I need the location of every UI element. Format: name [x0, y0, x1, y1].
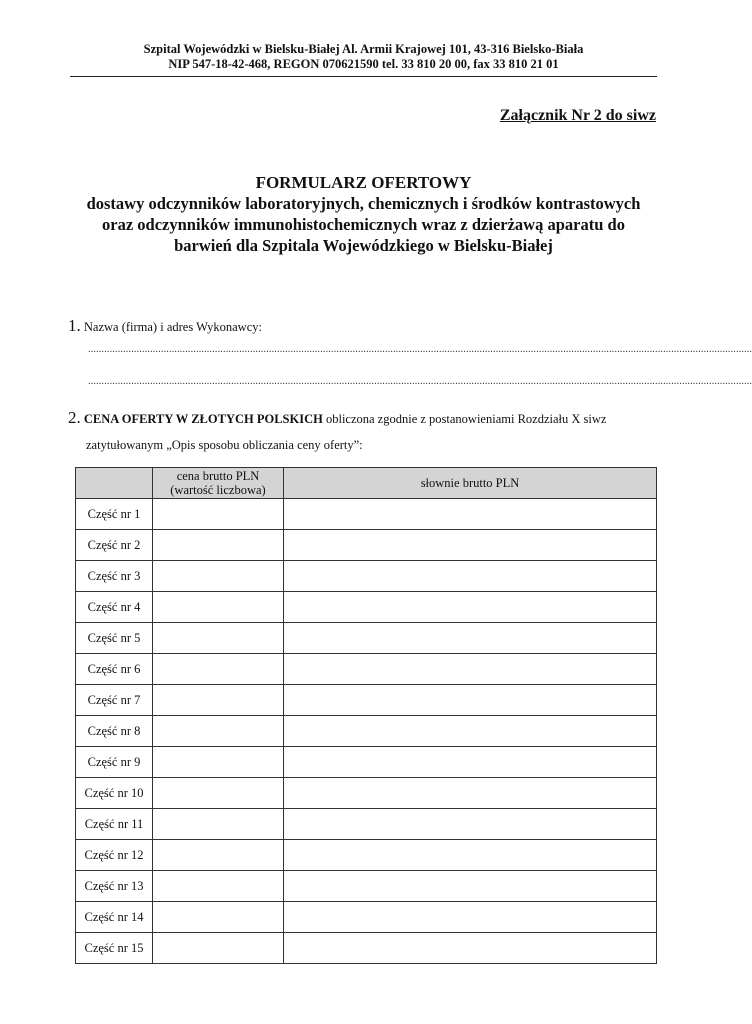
header-gross-price — [153, 468, 284, 499]
price-description-line-2: zatytułowanym „Opis sposobu obliczania ceny oferty”: — [86, 438, 363, 452]
gross-in-words-cell[interactable] — [284, 840, 657, 871]
header-address-line: Szpital Wojewódzki w Bielsku-Białej Al. Armii Krajowej 101, 43-316 Bielsko-Biała — [143, 42, 584, 56]
gross-price-cell[interactable] — [153, 840, 284, 871]
table-row — [76, 561, 657, 592]
part-label: Część nr 13 — [76, 871, 153, 902]
gross-in-words-cell[interactable] — [284, 654, 657, 685]
part-label: Część nr 1 — [76, 499, 153, 530]
table-row — [76, 933, 657, 964]
header-gross-in-words: słownie brutto PLN — [284, 468, 657, 499]
part-label: Część nr 15 — [76, 933, 153, 964]
table-row — [76, 654, 657, 685]
gross-in-words-cell[interactable] — [284, 778, 657, 809]
part-label: Część nr 9 — [76, 747, 153, 778]
section-1-number: 1. — [68, 316, 81, 335]
gross-price-cell[interactable] — [153, 592, 284, 623]
gross-in-words-cell[interactable] — [284, 933, 657, 964]
price-heading: CENA OFERTY W ZŁOTYCH POLSKICH — [83, 412, 323, 426]
part-label: Część nr 10 — [76, 778, 153, 809]
contractor-label: Nazwa (firma) i adres Wykonawcy: — [83, 320, 262, 334]
gross-price-cell[interactable] — [153, 561, 284, 592]
form-subtitle-line-1: dostawy odczynników laboratoryjnych, chemicznych i środków kontrastowych — [86, 194, 641, 213]
price-table — [75, 467, 657, 964]
contractor-address-field[interactable]: ...................................................................................................................................................................................................................................................... — [88, 376, 752, 387]
gross-in-words-cell[interactable] — [284, 685, 657, 716]
form-title-main: FORMULARZ OFERTOWY — [255, 173, 472, 192]
gross-in-words-cell[interactable] — [284, 592, 657, 623]
header-empty-cell — [76, 468, 153, 499]
gross-in-words-cell[interactable] — [284, 530, 657, 561]
part-label: Część nr 6 — [76, 654, 153, 685]
gross-price-cell[interactable] — [153, 902, 284, 933]
part-label: Część nr 2 — [76, 530, 153, 561]
part-label: Część nr 8 — [76, 716, 153, 747]
gross-price-cell[interactable] — [153, 654, 284, 685]
gross-in-words-cell[interactable] — [284, 809, 657, 840]
table-row — [76, 499, 657, 530]
gross-price-cell[interactable] — [153, 747, 284, 778]
part-label: Część nr 11 — [76, 809, 153, 840]
header-gross-price-line-2: (wartość liczbowa) — [170, 483, 266, 497]
part-label: Część nr 4 — [76, 592, 153, 623]
table-row — [76, 716, 657, 747]
form-subtitle-line-2: oraz odczynników immunohistochemicznych wraz z dzierżawą aparatu do — [102, 215, 625, 234]
form-title — [70, 172, 657, 256]
header-divider — [70, 76, 657, 77]
gross-price-cell[interactable] — [153, 871, 284, 902]
header-gross-price-line-1: cena brutto PLN — [176, 469, 260, 483]
gross-in-words-cell[interactable] — [284, 561, 657, 592]
gross-in-words-cell[interactable] — [284, 623, 657, 654]
section-2-number: 2. — [68, 408, 81, 427]
gross-price-cell[interactable] — [153, 530, 284, 561]
annex-label: Załącznik Nr 2 do siwz — [499, 107, 656, 124]
gross-price-cell[interactable] — [153, 716, 284, 747]
form-subtitle-line-3: barwień dla Szpitala Wojewódzkiego w Bielsku-Białej — [174, 236, 553, 255]
gross-in-words-cell[interactable] — [284, 871, 657, 902]
section-price — [68, 405, 658, 458]
table-row — [76, 623, 657, 654]
part-label: Część nr 14 — [76, 902, 153, 933]
section-contractor — [68, 316, 658, 336]
part-label: Część nr 7 — [76, 685, 153, 716]
table-row — [76, 809, 657, 840]
table-row — [76, 530, 657, 561]
table-row — [76, 685, 657, 716]
table-row — [76, 871, 657, 902]
gross-in-words-cell[interactable] — [284, 499, 657, 530]
table-row — [76, 840, 657, 871]
gross-in-words-cell[interactable] — [284, 747, 657, 778]
price-table-header — [76, 468, 657, 499]
document-header — [70, 42, 657, 72]
table-row — [76, 902, 657, 933]
part-label: Część nr 3 — [76, 561, 153, 592]
table-row — [76, 592, 657, 623]
gross-price-cell[interactable] — [153, 685, 284, 716]
price-description: obliczona zgodnie z postanowieniami Rozdziału X siwz — [325, 412, 607, 426]
gross-in-words-cell[interactable] — [284, 902, 657, 933]
contractor-name-field[interactable]: ...................................................................................................................................................................................................................................................... — [88, 344, 752, 355]
table-row — [76, 778, 657, 809]
gross-price-cell[interactable] — [153, 778, 284, 809]
gross-price-cell[interactable] — [153, 499, 284, 530]
gross-price-cell[interactable] — [153, 933, 284, 964]
part-label: Część nr 12 — [76, 840, 153, 871]
part-label: Część nr 5 — [76, 623, 153, 654]
gross-in-words-cell[interactable] — [284, 716, 657, 747]
table-row — [76, 747, 657, 778]
gross-price-cell[interactable] — [153, 623, 284, 654]
gross-price-cell[interactable] — [153, 809, 284, 840]
header-contact-line: NIP 547-18-42-468, REGON 070621590 tel. 33 810 20 00, fax 33 810 21 01 — [168, 57, 559, 71]
